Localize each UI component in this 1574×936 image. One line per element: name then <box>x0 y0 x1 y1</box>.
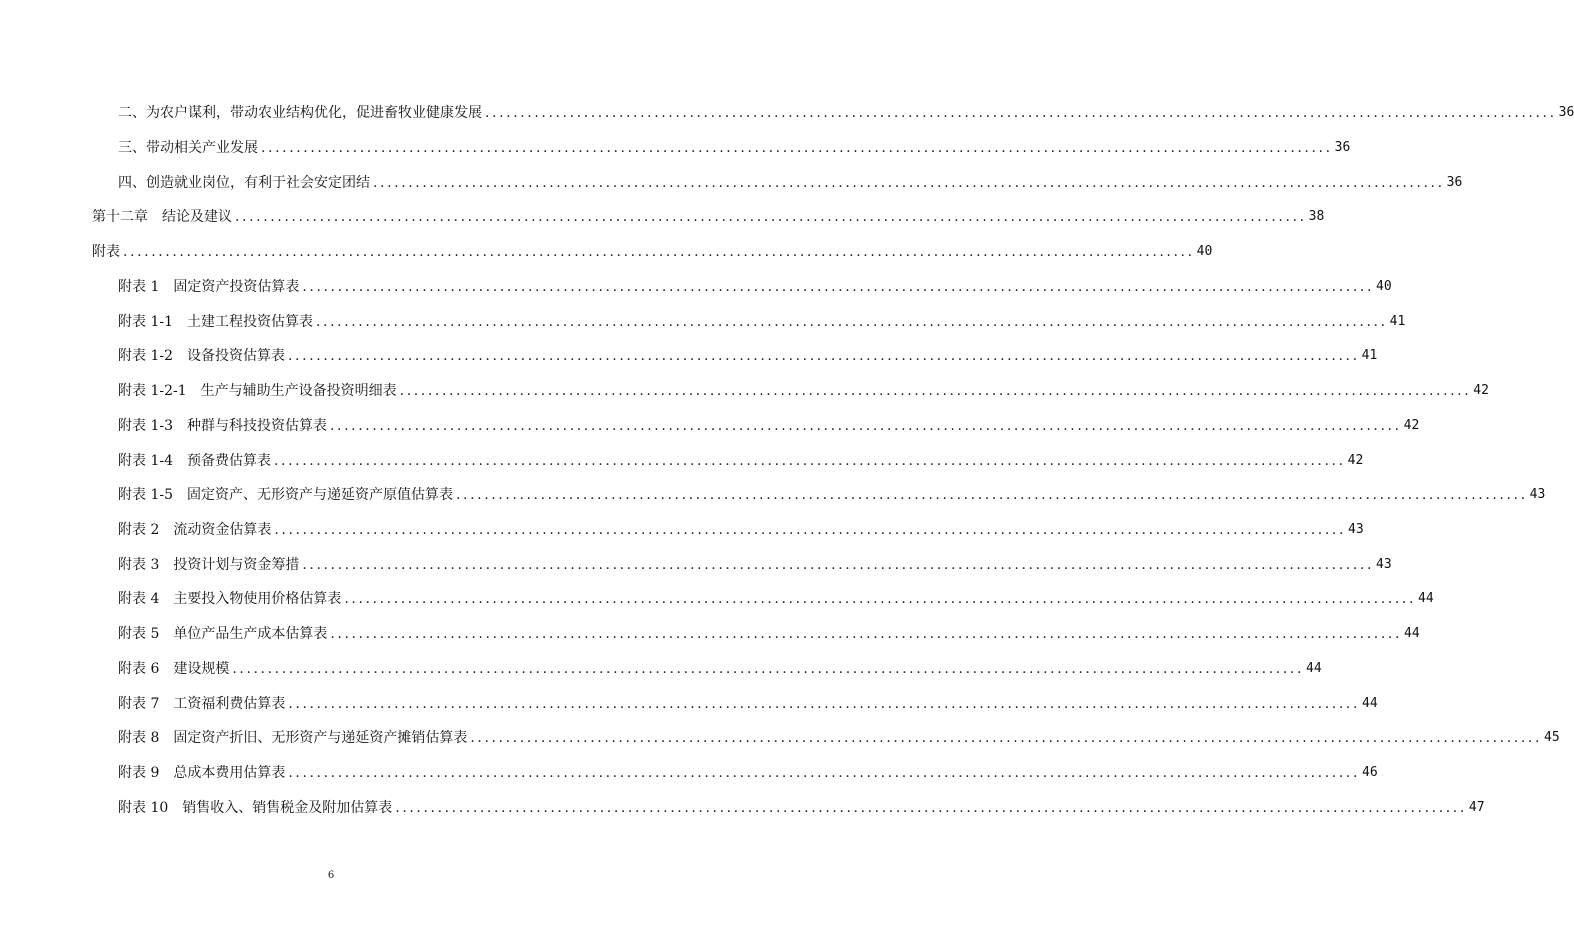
toc-entry-label: 附表 1-2-1 生产与辅助生产设备投资明细表 <box>118 383 397 399</box>
toc-entry <box>118 550 1392 574</box>
dot-leader: ........................................................................................................................................................ <box>399 383 1472 399</box>
toc-entry-page: 43 <box>1529 487 1546 502</box>
toc-entry <box>118 619 1420 643</box>
dot-leader: ........................................................................................................................................................ <box>302 557 1374 573</box>
toc-entry-label: 附表 1-3 种群与科技投资估算表 <box>118 418 327 434</box>
toc-entry <box>118 168 1463 192</box>
toc-entry-label: 附表 6 建设规模 <box>118 661 230 677</box>
toc-entry-page: 42 <box>1403 418 1420 433</box>
toc-entry-page: 47 <box>1468 800 1485 815</box>
toc-entry-page: 36 <box>1558 105 1574 120</box>
dot-leader: ........................................................................................................................................................ <box>288 696 1360 712</box>
toc-entry-page: 44 <box>1404 626 1420 641</box>
toc-entry-label: 附表 1-4 预备费估算表 <box>118 453 271 469</box>
toc-entry-label: 附表 3 投资计划与资金筹措 <box>118 557 300 573</box>
toc-entry-label: 二、为农户谋利，带动农业结构优化，促进畜牧业健康发展 <box>118 105 482 121</box>
dot-leader: ........................................................................................................................................................ <box>123 244 1195 260</box>
toc-entry-label: 附表 1-1 土建工程投资估算表 <box>118 314 313 330</box>
toc-entry-page: 41 <box>1361 348 1378 363</box>
toc-entry <box>118 480 1546 504</box>
toc-entry <box>118 515 1364 539</box>
dot-leader: ........................................................................................................................................................ <box>274 522 1346 538</box>
toc-entry <box>118 584 1434 608</box>
toc-entry-label: 附表 1 固定资产投资估算表 <box>118 279 300 295</box>
toc-entry <box>118 654 1322 678</box>
toc-entry <box>118 307 1406 331</box>
toc-entry-page: 36 <box>1446 175 1463 190</box>
toc-entry-page: 40 <box>1196 244 1213 259</box>
toc-entry-page: 41 <box>1389 314 1406 329</box>
toc-entry-page: 38 <box>1308 209 1325 224</box>
toc-entry-page: 43 <box>1348 522 1364 537</box>
toc-entry-page: 36 <box>1334 140 1351 155</box>
dot-leader: ........................................................................................................................................................ <box>373 175 1445 191</box>
toc-entry-label: 附表 5 单位产品生产成本估算表 <box>118 626 328 642</box>
dot-leader: ........................................................................................................................................................ <box>330 418 1402 434</box>
dot-leader: ........................................................................................................................................................ <box>302 279 1374 295</box>
toc-entry-label: 附表 8 固定资产折旧、无形资产与递延资产摊销估算表 <box>118 730 468 746</box>
toc-entry <box>118 341 1378 365</box>
toc-entry <box>118 272 1392 296</box>
toc-entry-label: 三、带动相关产业发展 <box>118 140 258 156</box>
dot-leader: ........................................................................................................................................................ <box>456 487 1528 503</box>
toc-entry <box>118 723 1560 747</box>
toc-entry <box>118 758 1378 782</box>
toc-entry-label: 附表 <box>92 244 120 260</box>
toc-entry-label: 第十二章 结论及建议 <box>92 209 232 225</box>
toc-entry-page: 42 <box>1347 453 1364 468</box>
page-number: 6 <box>327 870 335 881</box>
toc-entry-page: 45 <box>1544 730 1560 745</box>
dot-leader: ........................................................................................................................................................ <box>235 209 1307 225</box>
toc-entry <box>118 98 1574 122</box>
dot-leader: ........................................................................................................................................................ <box>288 348 1360 364</box>
toc-entry <box>118 793 1485 817</box>
toc-entry <box>118 133 1351 157</box>
toc-entry-label: 附表 4 主要投入物使用价格估算表 <box>118 591 342 607</box>
toc-entry-label: 附表 1-2 设备投资估算表 <box>118 348 285 364</box>
dot-leader: ........................................................................................................................................................ <box>274 453 1346 469</box>
dot-leader: ........................................................................................................................................................ <box>485 105 1557 121</box>
dot-leader: ........................................................................................................................................................ <box>330 626 1402 642</box>
toc-entry-page: 44 <box>1362 696 1378 711</box>
toc-entry-page: 43 <box>1376 557 1392 572</box>
toc-entry-page: 42 <box>1473 383 1489 398</box>
toc-entry-label: 附表 1-5 固定资产、无形资产与递延资产原值估算表 <box>118 487 453 503</box>
dot-leader: ........................................................................................................................................................ <box>470 730 1542 746</box>
dot-leader: ........................................................................................................................................................ <box>395 800 1467 816</box>
toc-entry-label: 附表 7 工资福利费估算表 <box>118 696 286 712</box>
toc-entry-label: 附表 10 销售收入、销售税金及附加估算表 <box>118 800 393 816</box>
dot-leader: ........................................................................................................................................................ <box>344 591 1416 607</box>
dot-leader: ........................................................................................................................................................ <box>261 140 1333 156</box>
dot-leader: ........................................................................................................................................................ <box>316 314 1388 330</box>
toc-entry <box>118 376 1489 400</box>
toc-entry <box>118 689 1378 713</box>
toc-entry-page: 44 <box>1306 661 1322 676</box>
toc-entry-page: 40 <box>1376 279 1392 294</box>
toc-entry <box>92 237 1213 261</box>
toc-entry-page: 44 <box>1418 591 1434 606</box>
toc-entry-label: 附表 9 总成本费用估算表 <box>118 765 286 781</box>
dot-leader: ........................................................................................................................................................ <box>288 765 1360 781</box>
toc-entry <box>118 446 1364 470</box>
toc-entry-label: 附表 2 流动资金估算表 <box>118 522 272 538</box>
toc-entry-label: 四、创造就业岗位，有利于社会安定团结 <box>118 175 370 191</box>
toc-entry-page: 46 <box>1362 765 1378 780</box>
toc-entry <box>92 202 1325 226</box>
dot-leader: ........................................................................................................................................................ <box>232 661 1304 677</box>
toc-entry <box>118 411 1420 435</box>
